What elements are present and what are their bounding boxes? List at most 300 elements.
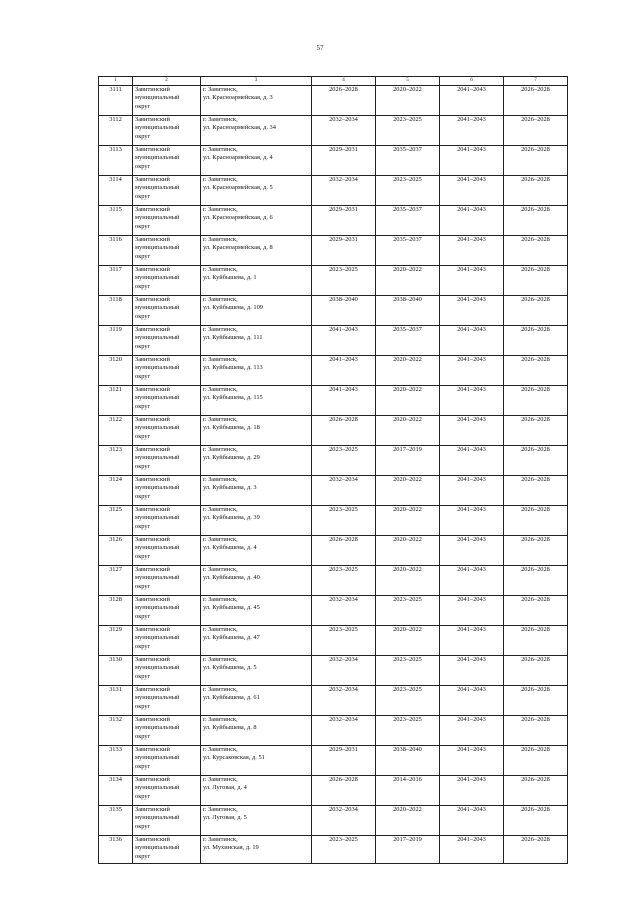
period-cell-col7: 2026–2028 — [504, 596, 568, 626]
district-line: муниципальный — [135, 244, 180, 252]
column-header: 1 — [99, 77, 133, 86]
address-line: г. Завитинск, — [203, 656, 238, 663]
district-line: округ — [135, 342, 151, 350]
address-cell — [201, 626, 312, 656]
district-line: Завитинский — [135, 446, 170, 453]
address-line: г. Завитинск, — [203, 686, 238, 693]
period-cell-col4: 2029–2031 — [312, 146, 376, 176]
period-cell-col6: 2041–2043 — [440, 566, 504, 596]
address-line: ул. Куйбышева, д. 109 — [203, 304, 263, 312]
period-cell-col4: 2041–2043 — [312, 386, 376, 416]
period-cell-col7: 2026–2028 — [504, 296, 568, 326]
district-line: округ — [135, 732, 151, 740]
row-number-cell: 3115 — [99, 206, 133, 236]
table-row — [99, 386, 568, 416]
period-cell-col6: 2041–2043 — [440, 476, 504, 506]
address-cell — [201, 686, 312, 716]
district-line: округ — [135, 552, 151, 560]
period-cell-col7: 2026–2028 — [504, 746, 568, 776]
period-cell-col5: 2020–2022 — [376, 266, 440, 296]
period-cell-col7: 2026–2028 — [504, 176, 568, 206]
period-cell-col5: 2020–2022 — [376, 386, 440, 416]
address-line: ул. Красноармейская, д. 8 — [203, 244, 273, 252]
address-line: ул. Куйбышева, д. 40 — [203, 574, 260, 582]
table-row — [99, 416, 568, 446]
table-row — [99, 146, 568, 176]
district-line: округ — [135, 192, 151, 200]
period-cell-col5: 2038–2040 — [376, 296, 440, 326]
table-row — [99, 716, 568, 746]
period-cell-col6: 2041–2043 — [440, 386, 504, 416]
column-header: 3 — [201, 77, 312, 86]
district-cell — [133, 506, 201, 536]
address-cell — [201, 266, 312, 296]
period-cell-col6: 2041–2043 — [440, 266, 504, 296]
address-line: г. Завитинск, — [203, 206, 238, 213]
period-cell-col7: 2026–2028 — [504, 836, 568, 864]
address-cell — [201, 746, 312, 776]
address-line: ул. Курсаковская, д. 51 — [203, 754, 265, 762]
period-cell-col5: 2020–2022 — [376, 506, 440, 536]
period-cell-col4: 2023–2025 — [312, 626, 376, 656]
address-line: ул. Куйбышева, д. 45 — [203, 604, 260, 612]
period-cell-col4: 2026–2028 — [312, 86, 376, 116]
district-line: Завитинский — [135, 656, 170, 663]
row-number-cell: 3116 — [99, 236, 133, 266]
district-cell — [133, 836, 201, 864]
table-row — [99, 116, 568, 146]
period-cell-col6: 2041–2043 — [440, 536, 504, 566]
period-cell-col7: 2026–2028 — [504, 206, 568, 236]
table-row — [99, 596, 568, 626]
address-line: г. Завитинск, — [203, 626, 238, 633]
district-cell — [133, 686, 201, 716]
period-cell-col6: 2041–2043 — [440, 836, 504, 864]
district-line: Завитинский — [135, 776, 170, 783]
district-line: Завитинский — [135, 86, 170, 93]
period-cell-col4: 2032–2034 — [312, 716, 376, 746]
district-line: округ — [135, 522, 151, 530]
district-cell — [133, 716, 201, 746]
address-line: ул. Куйбышева, д. 8 — [203, 724, 257, 732]
address-line: ул. Луговая, д. 5 — [203, 814, 247, 822]
period-cell-col5: 2020–2022 — [376, 86, 440, 116]
period-cell-col4: 2026–2028 — [312, 416, 376, 446]
period-cell-col5: 2020–2022 — [376, 626, 440, 656]
period-cell-col6: 2041–2043 — [440, 626, 504, 656]
district-line: муниципальный — [135, 394, 180, 402]
column-number-row — [99, 77, 568, 86]
district-line: Завитинский — [135, 416, 170, 423]
period-cell-col5: 2035–2037 — [376, 326, 440, 356]
district-line: муниципальный — [135, 634, 180, 642]
district-line: округ — [135, 402, 151, 410]
period-cell-col5: 2017–2019 — [376, 446, 440, 476]
period-cell-col4: 2026–2028 — [312, 536, 376, 566]
period-cell-col5: 2023–2025 — [376, 656, 440, 686]
district-line: округ — [135, 102, 151, 110]
table-row — [99, 746, 568, 776]
address-line: ул. Куйбышева, д. 18 — [203, 424, 260, 432]
address-line: г. Завитинск, — [203, 446, 238, 453]
period-cell-col7: 2026–2028 — [504, 416, 568, 446]
period-cell-col6: 2041–2043 — [440, 716, 504, 746]
period-cell-col5: 2020–2022 — [376, 566, 440, 596]
period-cell-col7: 2026–2028 — [504, 446, 568, 476]
period-cell-col5: 2020–2022 — [376, 536, 440, 566]
period-cell-col6: 2041–2043 — [440, 206, 504, 236]
period-cell-col6: 2041–2043 — [440, 446, 504, 476]
table-row — [99, 446, 568, 476]
district-line: Завитинский — [135, 146, 170, 153]
district-line: округ — [135, 132, 151, 140]
district-line: Завитинский — [135, 326, 170, 333]
period-cell-col4: 2032–2034 — [312, 476, 376, 506]
district-line: муниципальный — [135, 124, 180, 132]
period-cell-col4: 2023–2025 — [312, 566, 376, 596]
district-line: муниципальный — [135, 574, 180, 582]
district-line: муниципальный — [135, 694, 180, 702]
district-line: Завитинский — [135, 716, 170, 723]
table-row — [99, 266, 568, 296]
district-line: округ — [135, 432, 151, 440]
period-cell-col7: 2026–2028 — [504, 776, 568, 806]
district-cell — [133, 806, 201, 836]
table-row — [99, 476, 568, 506]
period-cell-col5: 2023–2025 — [376, 686, 440, 716]
district-line: Завитинский — [135, 386, 170, 393]
address-cell — [201, 386, 312, 416]
row-number-cell: 3136 — [99, 836, 133, 864]
period-cell-col5: 2020–2022 — [376, 476, 440, 506]
district-cell — [133, 86, 201, 116]
table-row — [99, 836, 568, 864]
period-cell-col4: 2023–2025 — [312, 506, 376, 536]
address-line: г. Завитинск, — [203, 386, 238, 393]
period-cell-col7: 2026–2028 — [504, 656, 568, 686]
row-number-cell: 3126 — [99, 536, 133, 566]
period-cell-col4: 2032–2034 — [312, 116, 376, 146]
district-cell — [133, 386, 201, 416]
address-line: г. Завитинск, — [203, 116, 238, 123]
table-row — [99, 176, 568, 206]
district-cell — [133, 776, 201, 806]
district-line: муниципальный — [135, 454, 180, 462]
address-line: г. Завитинск, — [203, 536, 238, 543]
period-cell-col5: 2023–2025 — [376, 116, 440, 146]
address-line: г. Завитинск, — [203, 416, 238, 423]
district-line: Завитинский — [135, 176, 170, 183]
district-line: муниципальный — [135, 664, 180, 672]
district-line: муниципальный — [135, 754, 180, 762]
period-cell-col6: 2041–2043 — [440, 146, 504, 176]
address-cell — [201, 656, 312, 686]
period-cell-col7: 2026–2028 — [504, 266, 568, 296]
district-line: Завитинский — [135, 476, 170, 483]
district-cell — [133, 476, 201, 506]
address-line: ул. Куйбышева, д. 5 — [203, 664, 257, 672]
period-cell-col5: 2020–2022 — [376, 806, 440, 836]
district-line: муниципальный — [135, 514, 180, 522]
row-number-cell: 3111 — [99, 86, 133, 116]
address-line: ул. Красноармейская, д. 6 — [203, 214, 273, 222]
period-cell-col7: 2026–2028 — [504, 146, 568, 176]
district-cell — [133, 446, 201, 476]
address-line: г. Завитинск, — [203, 86, 238, 93]
row-number-cell: 3123 — [99, 446, 133, 476]
column-header: 2 — [133, 77, 201, 86]
period-cell-col6: 2041–2043 — [440, 296, 504, 326]
district-cell — [133, 236, 201, 266]
district-cell — [133, 146, 201, 176]
period-cell-col4: 2026–2028 — [312, 776, 376, 806]
period-cell-col6: 2041–2043 — [440, 116, 504, 146]
period-cell-col4: 2032–2034 — [312, 176, 376, 206]
address-line: г. Завитинск, — [203, 806, 238, 813]
period-cell-col6: 2041–2043 — [440, 746, 504, 776]
address-line: ул. Куйбышева, д. 29 — [203, 454, 260, 462]
district-cell — [133, 266, 201, 296]
table-row — [99, 806, 568, 836]
period-cell-col6: 2041–2043 — [440, 176, 504, 206]
address-cell — [201, 836, 312, 864]
address-line: ул. Куйбышева, д. 115 — [203, 394, 263, 402]
column-header: 7 — [504, 77, 568, 86]
district-line: Завитинский — [135, 266, 170, 273]
district-line: муниципальный — [135, 364, 180, 372]
period-cell-col7: 2026–2028 — [504, 506, 568, 536]
address-line: ул. Куйбышева, д. 61 — [203, 694, 260, 702]
district-line: округ — [135, 612, 151, 620]
address-cell — [201, 506, 312, 536]
district-line: округ — [135, 642, 151, 650]
period-cell-col6: 2041–2043 — [440, 356, 504, 386]
period-cell-col5: 2035–2037 — [376, 236, 440, 266]
district-line: Завитинский — [135, 116, 170, 123]
period-cell-col6: 2041–2043 — [440, 326, 504, 356]
period-cell-col5: 2020–2022 — [376, 416, 440, 446]
period-cell-col6: 2041–2043 — [440, 806, 504, 836]
period-cell-col5: 2020–2022 — [376, 356, 440, 386]
address-cell — [201, 596, 312, 626]
address-cell — [201, 806, 312, 836]
district-line: Завитинский — [135, 806, 170, 813]
table-row — [99, 626, 568, 656]
row-number-cell: 3122 — [99, 416, 133, 446]
table-row — [99, 326, 568, 356]
district-cell — [133, 356, 201, 386]
district-cell — [133, 416, 201, 446]
district-line: Завитинский — [135, 236, 170, 243]
period-cell-col7: 2026–2028 — [504, 566, 568, 596]
period-cell-col5: 2023–2025 — [376, 716, 440, 746]
address-line: г. Завитинск, — [203, 146, 238, 153]
period-cell-col5: 2017–2019 — [376, 836, 440, 864]
district-line: округ — [135, 492, 151, 500]
column-header: 6 — [440, 77, 504, 86]
table-row — [99, 506, 568, 536]
district-line: Завитинский — [135, 536, 170, 543]
period-cell-col6: 2041–2043 — [440, 776, 504, 806]
table-row — [99, 86, 568, 116]
register-table — [98, 76, 568, 864]
row-number-cell: 3130 — [99, 656, 133, 686]
district-line: Завитинский — [135, 596, 170, 603]
address-line: г. Завитинск, — [203, 566, 238, 573]
address-cell — [201, 446, 312, 476]
address-line: г. Завитинск, — [203, 506, 238, 513]
district-line: Завитинский — [135, 686, 170, 693]
period-cell-col4: 2029–2031 — [312, 236, 376, 266]
period-cell-col4: 2029–2031 — [312, 746, 376, 776]
address-cell — [201, 716, 312, 746]
row-number-cell: 3120 — [99, 356, 133, 386]
district-cell — [133, 116, 201, 146]
district-line: округ — [135, 462, 151, 470]
address-line: ул. Мухинская, д. 19 — [203, 844, 259, 852]
period-cell-col7: 2026–2028 — [504, 716, 568, 746]
period-cell-col6: 2041–2043 — [440, 236, 504, 266]
row-number-cell: 3132 — [99, 716, 133, 746]
period-cell-col7: 2026–2028 — [504, 116, 568, 146]
period-cell-col4: 2038–2040 — [312, 296, 376, 326]
row-number-cell: 3119 — [99, 326, 133, 356]
period-cell-col7: 2026–2028 — [504, 386, 568, 416]
district-line: округ — [135, 252, 151, 260]
address-cell — [201, 146, 312, 176]
row-number-cell: 3125 — [99, 506, 133, 536]
address-line: ул. Красноармейская, д. 3 — [203, 94, 273, 102]
district-line: округ — [135, 792, 151, 800]
address-cell — [201, 206, 312, 236]
table-row — [99, 236, 568, 266]
row-number-cell: 3112 — [99, 116, 133, 146]
address-cell — [201, 86, 312, 116]
district-line: Завитинский — [135, 356, 170, 363]
address-line: г. Завитинск, — [203, 776, 238, 783]
period-cell-col4: 2032–2034 — [312, 596, 376, 626]
period-cell-col4: 2032–2034 — [312, 686, 376, 716]
district-line: округ — [135, 852, 151, 860]
district-line: муниципальный — [135, 184, 180, 192]
row-number-cell: 3128 — [99, 596, 133, 626]
address-cell — [201, 296, 312, 326]
address-line: г. Завитинск, — [203, 836, 238, 843]
table-row — [99, 686, 568, 716]
address-cell — [201, 416, 312, 446]
address-cell — [201, 326, 312, 356]
district-line: муниципальный — [135, 814, 180, 822]
address-cell — [201, 536, 312, 566]
row-number-cell: 3117 — [99, 266, 133, 296]
row-number-cell: 3127 — [99, 566, 133, 596]
address-line: г. Завитинск, — [203, 596, 238, 603]
row-number-cell: 3124 — [99, 476, 133, 506]
period-cell-col4: 2023–2025 — [312, 446, 376, 476]
column-header: 5 — [376, 77, 440, 86]
address-line: ул. Луговая, д. 4 — [203, 784, 247, 792]
district-line: муниципальный — [135, 784, 180, 792]
period-cell-col7: 2026–2028 — [504, 326, 568, 356]
address-line: ул. Куйбышева, д. 113 — [203, 364, 263, 372]
address-line: г. Завитинск, — [203, 326, 238, 333]
period-cell-col5: 2035–2037 — [376, 146, 440, 176]
address-cell — [201, 236, 312, 266]
address-cell — [201, 476, 312, 506]
row-number-cell: 3131 — [99, 686, 133, 716]
period-cell-col6: 2041–2043 — [440, 506, 504, 536]
district-line: округ — [135, 222, 151, 230]
address-cell — [201, 356, 312, 386]
district-cell — [133, 626, 201, 656]
period-cell-col5: 2038–2040 — [376, 746, 440, 776]
table-row — [99, 776, 568, 806]
district-line: округ — [135, 162, 151, 170]
period-cell-col7: 2026–2028 — [504, 476, 568, 506]
district-cell — [133, 536, 201, 566]
period-cell-col7: 2026–2028 — [504, 536, 568, 566]
address-line: ул. Куйбышева, д. 111 — [203, 334, 263, 342]
period-cell-col4: 2023–2025 — [312, 836, 376, 864]
row-number-cell: 3133 — [99, 746, 133, 776]
address-line: г. Завитинск, — [203, 356, 238, 363]
district-line: округ — [135, 282, 151, 290]
district-line: округ — [135, 582, 151, 590]
district-line: муниципальный — [135, 154, 180, 162]
table-row — [99, 296, 568, 326]
period-cell-col7: 2026–2028 — [504, 356, 568, 386]
address-line: ул. Куйбышева, д. 39 — [203, 514, 260, 522]
district-line: муниципальный — [135, 604, 180, 612]
district-cell — [133, 206, 201, 236]
district-line: Завитинский — [135, 566, 170, 573]
table-row — [99, 566, 568, 596]
district-line: Завитинский — [135, 836, 170, 843]
table-row — [99, 536, 568, 566]
period-cell-col5: 2014–2016 — [376, 776, 440, 806]
address-line: ул. Красноармейская, д. 5 — [203, 184, 273, 192]
period-cell-col7: 2026–2028 — [504, 806, 568, 836]
period-cell-col7: 2026–2028 — [504, 626, 568, 656]
district-line: Завитинский — [135, 506, 170, 513]
district-cell — [133, 176, 201, 206]
period-cell-col4: 2041–2043 — [312, 356, 376, 386]
district-line: округ — [135, 702, 151, 710]
period-cell-col5: 2035–2037 — [376, 206, 440, 236]
district-line: округ — [135, 372, 151, 380]
address-line: ул. Куйбышева, д. 4 — [203, 544, 257, 552]
district-line: Завитинский — [135, 746, 170, 753]
district-line: муниципальный — [135, 334, 180, 342]
district-line: округ — [135, 822, 151, 830]
period-cell-col7: 2026–2028 — [504, 236, 568, 266]
table-row — [99, 356, 568, 386]
address-line: г. Завитинск, — [203, 236, 238, 243]
column-header: 4 — [312, 77, 376, 86]
address-cell — [201, 566, 312, 596]
address-line: ул. Красноармейская, д. 4 — [203, 154, 273, 162]
district-line: муниципальный — [135, 304, 180, 312]
period-cell-col7: 2026–2028 — [504, 86, 568, 116]
period-cell-col6: 2041–2043 — [440, 686, 504, 716]
page-number: 57 — [316, 44, 324, 52]
period-cell-col4: 2023–2025 — [312, 266, 376, 296]
row-number-cell: 3118 — [99, 296, 133, 326]
district-cell — [133, 296, 201, 326]
district-line: муниципальный — [135, 724, 180, 732]
address-line: г. Завитинск, — [203, 476, 238, 483]
period-cell-col6: 2041–2043 — [440, 86, 504, 116]
